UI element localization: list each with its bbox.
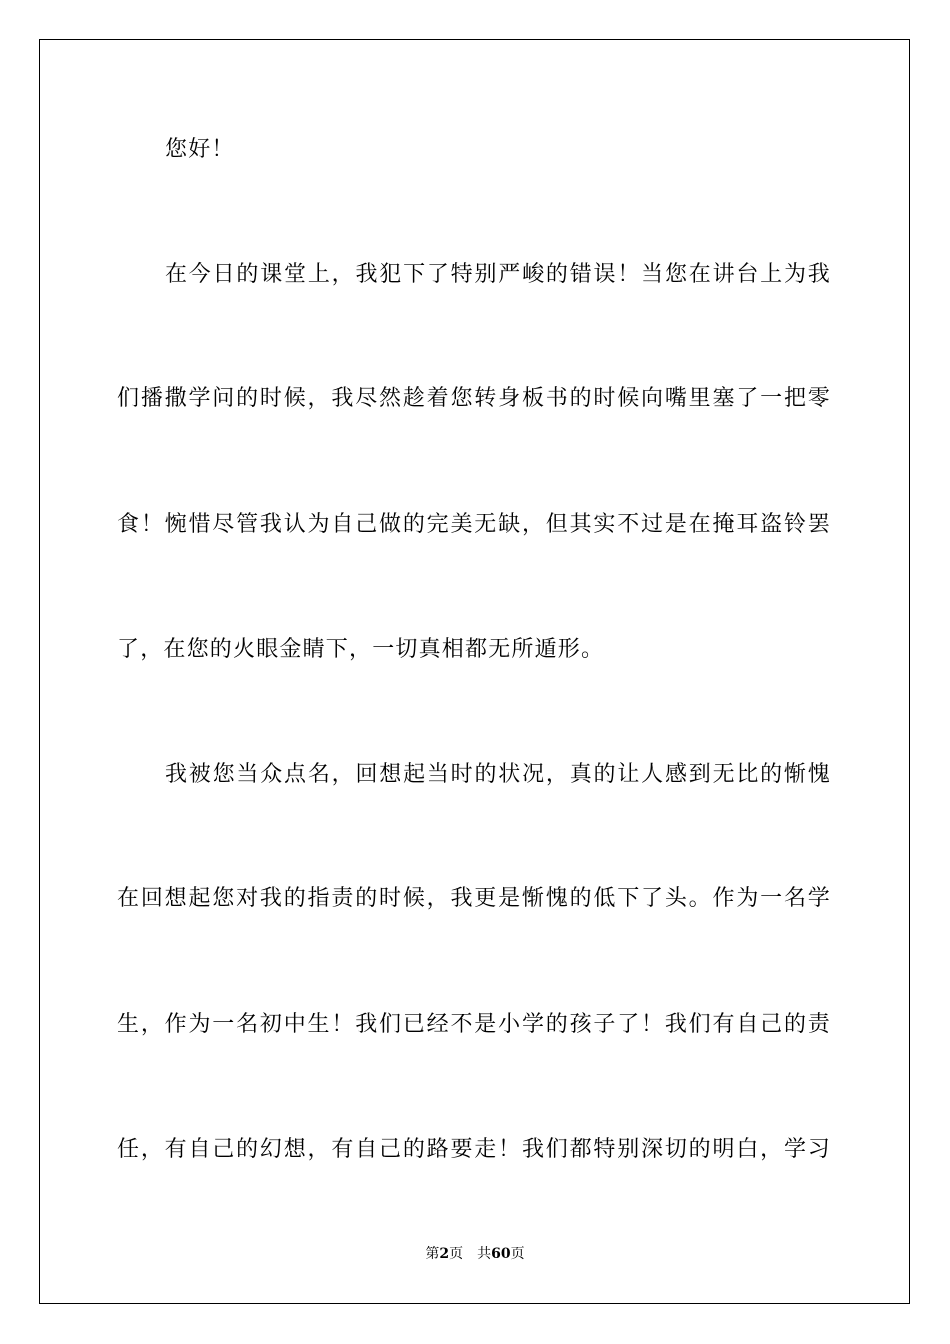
footer-suffix: 页 xyxy=(510,1246,525,1262)
footer-mid: 页 共 xyxy=(449,1246,492,1262)
paragraph-1-line-4: 了，在您的火眼金睛下，一切真相都无所遁形。 xyxy=(117,637,605,662)
paragraph-1-line-2: 们播撒学问的时候，我尽然趁着您转身板书的时候向嘴里塞了一把零 xyxy=(117,386,831,411)
page-number-footer xyxy=(0,1245,950,1263)
footer-current-page: 2 xyxy=(439,1246,450,1262)
page-border xyxy=(39,39,910,1304)
footer-prefix: 第 xyxy=(425,1246,440,1262)
paragraph-2-line-2: 在回想起您对我的指责的时候，我更是惭愧的低下了头。作为一名学 xyxy=(117,886,831,911)
paragraph-2-line-3: 生，作为一名初中生！我们已经不是小学的孩子了！我们有自己的责 xyxy=(117,1012,831,1037)
paragraph-1-line-3: 食！惋惜尽管我认为自己做的完美无缺，但其实不过是在掩耳盗铃罢 xyxy=(117,512,831,537)
greeting-line: 您好！ xyxy=(165,137,235,162)
paragraph-2-line-4: 任，有自己的幻想，有自己的路要走！我们都特别深切的明白，学习 xyxy=(117,1137,831,1162)
paragraph-1-line-1: 在今日的课堂上，我犯下了特别严峻的错误！当您在讲台上为我 xyxy=(165,262,831,287)
footer-total-pages: 60 xyxy=(491,1246,511,1262)
paragraph-2-line-1: 我被您当众点名，回想起当时的状况，真的让人感到无比的惭愧 xyxy=(165,762,831,787)
